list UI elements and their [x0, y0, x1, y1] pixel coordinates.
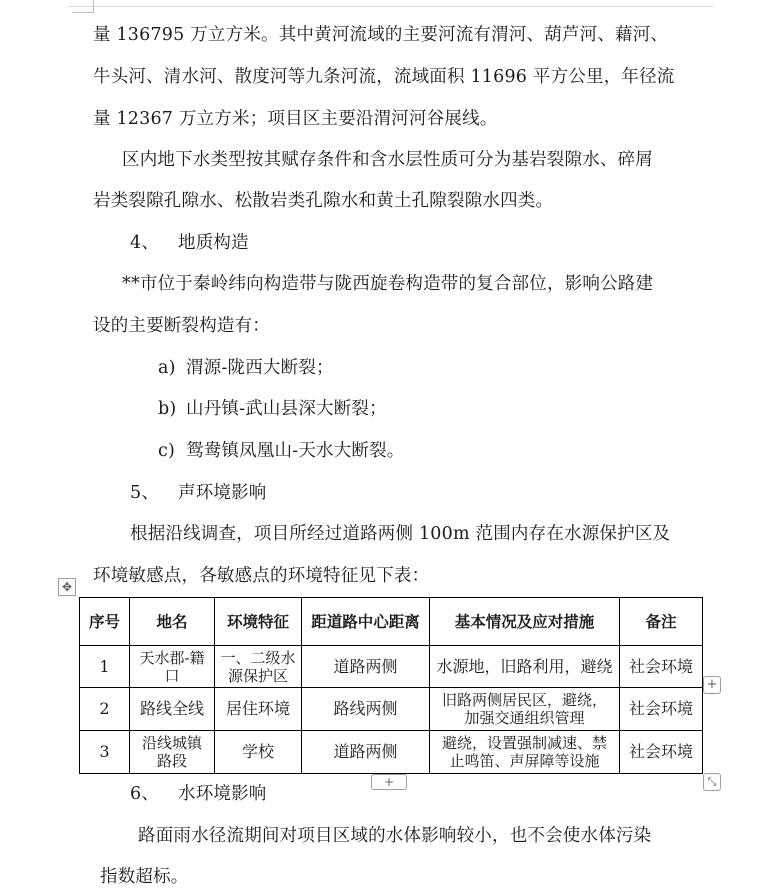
list-label: b): [158, 399, 177, 419]
table-cell[interactable]: 居住环境: [215, 688, 302, 731]
header-cell: 地名: [130, 598, 215, 646]
header-cell: 距道路中心距离: [302, 598, 430, 646]
section-number: 5、: [130, 483, 160, 503]
table-row: [80, 731, 703, 774]
body-text-line: 设的主要断裂构造有：: [93, 316, 270, 336]
table-cell[interactable]: 路线全线: [130, 688, 215, 731]
table-cell[interactable]: 道路两侧: [302, 731, 430, 774]
add-column-button[interactable]: +: [371, 774, 407, 790]
body-text-line: 环境敏感点，各敏感点的环境特征见下表：: [93, 566, 430, 586]
list-label: c): [158, 441, 176, 461]
header-cell: 备注: [620, 598, 703, 646]
table-header-row: [80, 598, 703, 646]
section-heading: 地质构造: [178, 233, 249, 253]
add-row-button[interactable]: +: [703, 676, 721, 694]
table-cell[interactable]: 旧路两侧居民区，避绕， 加强交通组织管理: [430, 688, 620, 731]
table-cell[interactable]: 水源地，旧路利用，避绕: [430, 646, 620, 688]
list-label: a): [158, 358, 176, 378]
table-cell[interactable]: 天水郡-籍 口: [130, 646, 215, 688]
margin-corner-mark: [93, 0, 94, 12]
table-row: [80, 646, 703, 688]
list-item: 渭源-陇西大断裂；: [186, 358, 334, 378]
table-cell[interactable]: 社会环境: [620, 731, 703, 774]
section-number: 4、: [130, 233, 160, 253]
table-cell[interactable]: 路线两侧: [302, 688, 430, 731]
table-cell[interactable]: 3: [80, 731, 130, 774]
body-text-line: 牛头河、清水河、散度河等九条河流，流域面积 11696 平方公里，年径流: [93, 67, 675, 87]
table-cell[interactable]: 社会环境: [620, 646, 703, 688]
table-resize-icon[interactable]: ⤡: [703, 773, 721, 791]
table-cell[interactable]: 1: [80, 646, 130, 688]
body-text-line: 路面雨水径流期间对项目区域的水体影响较小，也不会使水体污染: [138, 826, 652, 846]
section-heading: 水环境影响: [178, 784, 267, 804]
body-text-line: 岩类裂隙孔隙水、松散岩类孔隙水和黄土孔隙裂隙水四类。: [93, 191, 554, 211]
margin-corner-mark: [72, 12, 94, 13]
header-cell: 序号: [80, 598, 130, 646]
body-text-line: 量 136795 万立方米。其中黄河流域的主要河流有渭河、葫芦河、藉河、: [93, 25, 669, 45]
table-cell[interactable]: 学校: [215, 731, 302, 774]
environment-table: [79, 597, 703, 774]
table-cell[interactable]: 一、二级水 源保护区: [215, 646, 302, 688]
header-cell: 基本情况及应对措施: [430, 598, 620, 646]
body-text-line: 量 12367 万立方米；项目区主要沿渭河河谷展线。: [93, 109, 498, 129]
table-cell[interactable]: 沿线城镇 路段: [130, 731, 215, 774]
header-cell: 环境特征: [215, 598, 302, 646]
body-text-line: 区内地下水类型按其赋存条件和含水层性质可分为基岩裂隙水、碎屑: [122, 150, 653, 170]
body-text-line: 根据沿线调查，项目所经过道路两侧 100m 范围内存在水源保护区及: [130, 524, 671, 544]
table-cell[interactable]: 避绕，设置强制减速、禁 止鸣笛、声屏障等设施: [430, 731, 620, 774]
table-cell[interactable]: 道路两侧: [302, 646, 430, 688]
table-cell[interactable]: 2: [80, 688, 130, 731]
table-row: [80, 688, 703, 731]
body-text-line: **市位于秦岭纬向构造带与陇西旋卷构造带的复合部位，影响公路建: [122, 274, 654, 294]
page-top-border: [68, 6, 713, 7]
table-cell[interactable]: 社会环境: [620, 688, 703, 731]
body-text-line: 指数超标。: [100, 867, 189, 887]
section-heading: 声环境影响: [178, 483, 267, 503]
list-item: 鸳鸯镇凤凰山-天水大断裂。: [186, 441, 405, 461]
section-number: 6、: [130, 784, 160, 804]
list-item: 山丹镇-武山县深大断裂；: [186, 399, 387, 419]
table-move-handle-icon[interactable]: ✥: [58, 578, 76, 596]
